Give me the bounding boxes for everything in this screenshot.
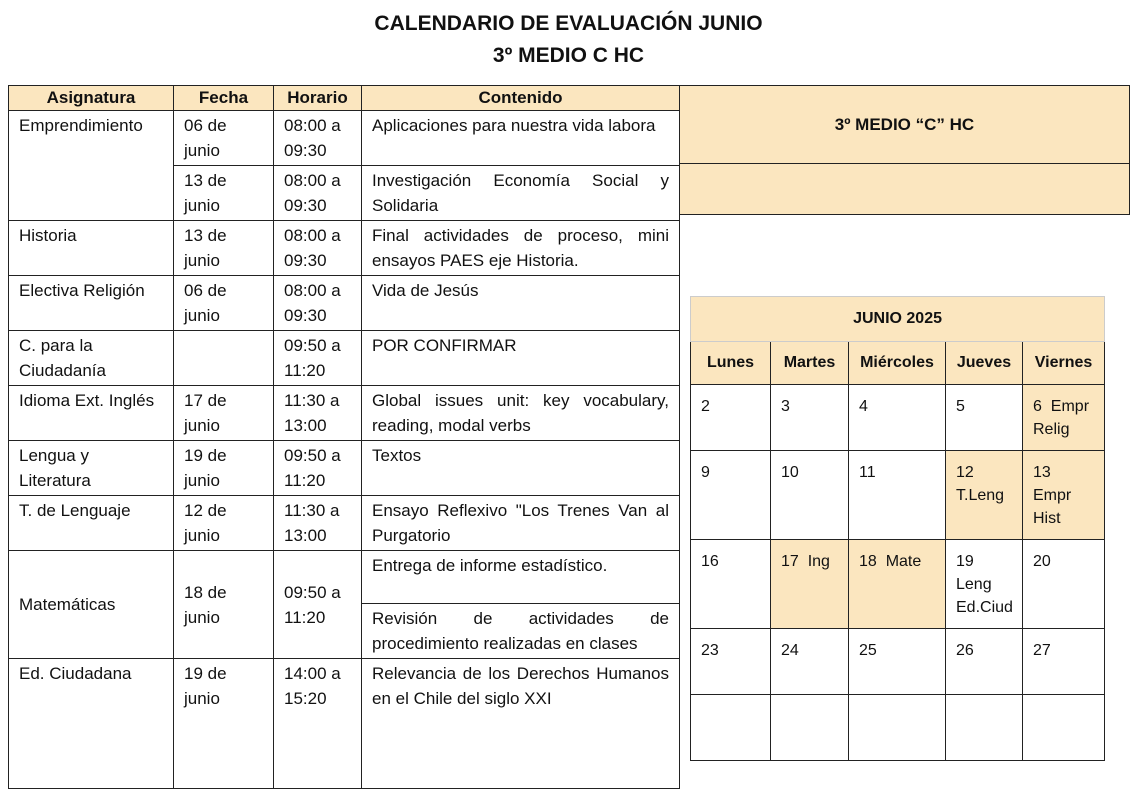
table-row	[9, 496, 680, 551]
date-cell: 19 de junio	[174, 659, 274, 789]
subject-cell: Historia	[9, 221, 174, 276]
calendar-day-evaluation: 18 Mate	[849, 540, 946, 629]
calendar-day: 20	[1023, 540, 1105, 629]
date-cell	[174, 331, 274, 386]
calendar-day	[691, 695, 771, 761]
calendar-day-evaluation: 12 T.Leng	[946, 451, 1023, 540]
table-row	[9, 441, 680, 496]
content-cell: POR CONFIRMAR	[362, 331, 680, 386]
time-cell: 08:00 a 09:30	[274, 276, 362, 331]
subject-cell: Matemáticas	[9, 551, 174, 659]
table-row	[9, 331, 680, 386]
table-row	[9, 221, 680, 276]
calendar-day-evaluation: 17 Ing	[771, 540, 849, 629]
calendar-day: 2	[691, 385, 771, 451]
header-content: Contenido	[362, 86, 680, 111]
calendar-day: 26	[946, 629, 1023, 695]
calendar-day: 9	[691, 451, 771, 540]
calendar-day: 25	[849, 629, 946, 695]
calendar-day: 19 Leng Ed.Ciud	[946, 540, 1023, 629]
subject-cell: Lengua y Literatura	[9, 441, 174, 496]
subject-cell: Electiva Religión	[9, 276, 174, 331]
subject-cell: T. de Lenguaje	[9, 496, 174, 551]
class-header-blank	[680, 164, 1129, 214]
time-cell: 08:00 a 09:30	[274, 221, 362, 276]
calendar-day: 5	[946, 385, 1023, 451]
subject-cell: Idioma Ext. Inglés	[9, 386, 174, 441]
date-cell: 13 de junio	[174, 221, 274, 276]
calendar-day-evaluation: 6 Empr Relig	[1023, 385, 1105, 451]
date-cell: 06 de junio	[174, 111, 274, 166]
calendar-day	[849, 695, 946, 761]
date-cell: 18 de junio	[174, 551, 274, 659]
calendar-week-row	[691, 540, 1105, 629]
content-cell: Ensayo Reflexivo "Los Trenes Van al Purgatorio	[362, 496, 680, 551]
calendar-day: 4	[849, 385, 946, 451]
calendar-day: 10	[771, 451, 849, 540]
weekday-header: Viernes	[1023, 342, 1105, 385]
table-row	[9, 276, 680, 331]
calendar-day-evaluation: 13 Empr Hist	[1023, 451, 1105, 540]
date-cell: 13 de junio	[174, 166, 274, 221]
calendar-day	[771, 695, 849, 761]
weekday-header: Miércoles	[849, 342, 946, 385]
content-line: Entrega de informe estadístico.	[372, 556, 608, 575]
calendar-body	[691, 385, 1105, 761]
time-cell: 09:50 a 11:20	[274, 441, 362, 496]
date-cell: 06 de junio	[174, 276, 274, 331]
time-cell: 11:30 a 13:00	[274, 386, 362, 441]
content-cell: Textos	[362, 441, 680, 496]
class-header-box	[679, 85, 1130, 215]
time-cell: 09:50 a 11:20	[274, 551, 362, 659]
content-cell	[362, 551, 680, 659]
calendar-day: 16	[691, 540, 771, 629]
time-cell: 09:50 a 11:20	[274, 331, 362, 386]
month-calendar	[690, 296, 1105, 761]
header-date: Fecha	[174, 86, 274, 111]
time-cell: 08:00 a 09:30	[274, 166, 362, 221]
calendar-day	[946, 695, 1023, 761]
header-time: Horario	[274, 86, 362, 111]
content-cell: Vida de Jesús	[362, 276, 680, 331]
subject-cell: Ed. Ciudadana	[9, 659, 174, 789]
date-cell: 12 de junio	[174, 496, 274, 551]
time-cell: 14:00 a 15:20	[274, 659, 362, 789]
table-row	[9, 659, 680, 789]
evaluation-table	[8, 85, 680, 789]
table-row	[9, 111, 680, 166]
calendar-month-title: JUNIO 2025	[691, 297, 1105, 342]
table-row	[9, 386, 680, 441]
table-header-row	[9, 86, 680, 111]
calendar-day: 27	[1023, 629, 1105, 695]
content-line: Revisión de actividades de procedimiento realizadas en clases	[362, 603, 679, 656]
calendar-day: 11	[849, 451, 946, 540]
weekday-header: Jueves	[946, 342, 1023, 385]
subject-cell: Emprendimiento	[9, 111, 174, 221]
date-cell: 19 de junio	[174, 441, 274, 496]
content-cell: Investigación Economía Social y Solidaria	[362, 166, 680, 221]
calendar-day	[1023, 695, 1105, 761]
calendar-day: 24	[771, 629, 849, 695]
time-cell: 08:00 a 09:30	[274, 111, 362, 166]
content-cell: Global issues unit: key vocabulary, reading, modal verbs	[362, 386, 680, 441]
weekday-header: Martes	[771, 342, 849, 385]
calendar-week-row	[691, 695, 1105, 761]
calendar-week-row	[691, 451, 1105, 540]
page-title: CALENDARIO DE EVALUACIÓN JUNIO	[374, 12, 763, 35]
subject-cell: C. para la Ciudadanía	[9, 331, 174, 386]
class-header-label: 3º MEDIO “C” HC	[680, 86, 1129, 164]
calendar-week-row	[691, 629, 1105, 695]
content-cell: Aplicaciones para nuestra vida labora	[362, 111, 680, 166]
content-cell: Final actividades de proceso, mini ensayos PAES eje Historia.	[362, 221, 680, 276]
time-cell: 11:30 a 13:00	[274, 496, 362, 551]
content-cell: Relevancia de los Derechos Humanos en el Chile del siglo XXI	[362, 659, 680, 789]
date-cell: 17 de junio	[174, 386, 274, 441]
weekday-header: Lunes	[691, 342, 771, 385]
calendar-week-row	[691, 385, 1105, 451]
calendar-day: 23	[691, 629, 771, 695]
calendar-day: 3	[771, 385, 849, 451]
calendar-weekday-row	[691, 342, 1105, 385]
table-row	[9, 551, 680, 659]
page-subtitle: 3º MEDIO C HC	[492, 44, 645, 67]
header-subject: Asignatura	[9, 86, 174, 111]
